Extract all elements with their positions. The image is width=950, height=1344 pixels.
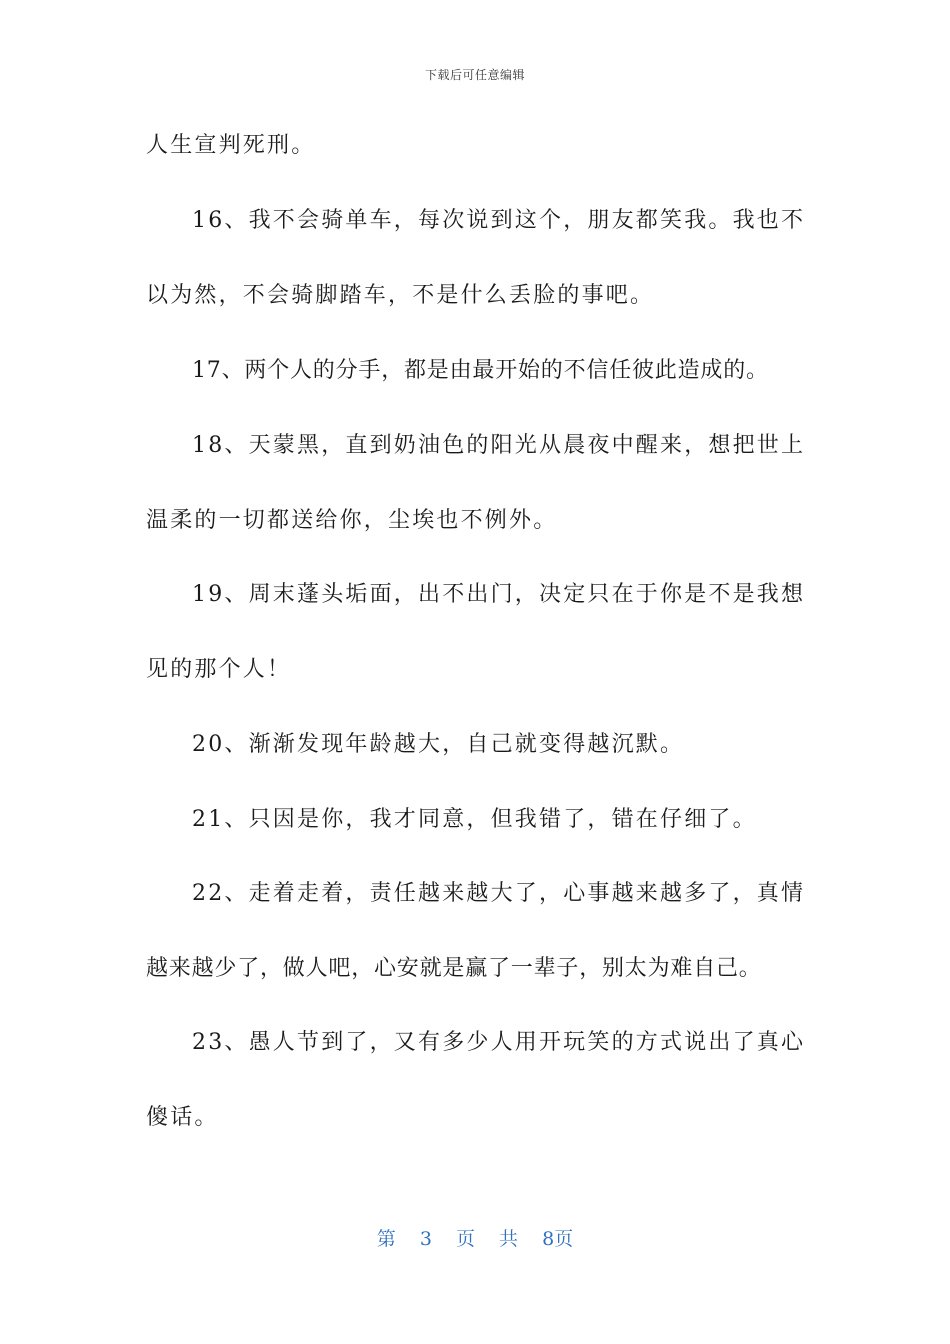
text-line: 20、渐渐发现年龄越大，自己就变得越沉默。 bbox=[192, 732, 685, 757]
text-line: 见的那个人！ bbox=[146, 657, 292, 682]
text-line: 以为然，不会骑脚踏车，不是什么丢脸的事吧。 bbox=[146, 283, 655, 308]
text-line: 18、天蒙黑，直到奶油色的阳光从晨夜中醒来，想把世上 bbox=[192, 433, 806, 458]
page-footer bbox=[0, 1224, 950, 1251]
footer-current-page: 3 bbox=[419, 1228, 432, 1250]
footer-label-di: 第 bbox=[376, 1228, 396, 1250]
text-line: 人生宣判死刑。 bbox=[146, 133, 316, 158]
text-line: 温柔的一切都送给你，尘埃也不例外。 bbox=[146, 508, 558, 533]
text-line: 21、只因是你，我才同意，但我错了，错在仔细了。 bbox=[192, 807, 757, 832]
footer-label-ye: 页 bbox=[455, 1228, 475, 1250]
text-line: 越来越少了，做人吧，心安就是赢了一辈子，别太为难自己。 bbox=[146, 956, 762, 981]
text-line: 16、我不会骑单车，每次说到这个，朋友都笑我。我也不 bbox=[192, 208, 806, 233]
page-header-note: 下载后可任意编辑 bbox=[424, 68, 525, 82]
text-line: 傻话。 bbox=[146, 1105, 219, 1130]
text-line: 22、走着走着，责任越来越大了，心事越来越多了，真情 bbox=[192, 881, 806, 906]
text-line: 19、周末蓬头垢面，出不出门，决定只在于你是不是我想 bbox=[192, 582, 806, 607]
footer-total-pages: 8页 bbox=[542, 1228, 574, 1250]
footer-label-gong: 共 bbox=[499, 1228, 519, 1250]
text-line: 23、愚人节到了，又有多少人用开玩笑的方式说出了真心 bbox=[192, 1030, 806, 1055]
text-line: 17、两个人的分手，都是由最开始的不信任彼此造成的。 bbox=[192, 358, 769, 383]
